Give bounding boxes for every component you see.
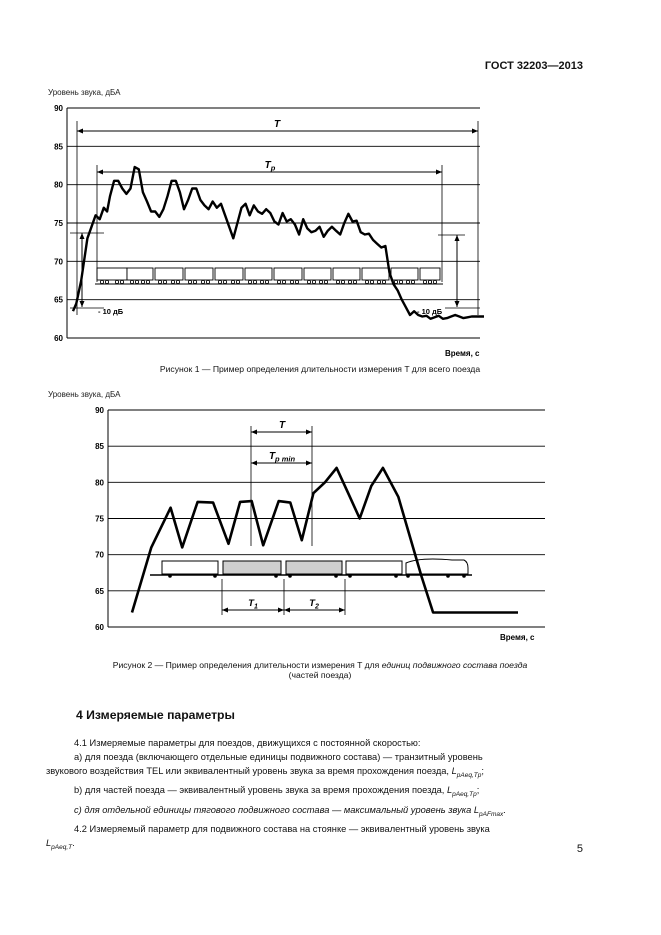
arrow-10db-right-head-top: [455, 235, 460, 241]
paragraph-b: b) для частей поезда — эквивалентный уровень звука за время прохождения поезда, $L_{pAeq,Tp}$;: [74, 785, 480, 799]
label-T1: $T_1$: [248, 598, 258, 611]
train1-wheel: [201, 280, 204, 283]
train1-wheel: [193, 280, 196, 283]
train1-wheel: [248, 280, 251, 283]
arrow-T1-head-right: [278, 608, 284, 613]
train2-wheel: [168, 574, 172, 578]
ytick-label-60: 60: [95, 623, 104, 632]
train1-wheel: [158, 280, 161, 283]
paragraph-a-line1: а) для поезда (включающего отдельные единицы подвижного состава) — транзитный уровень: [74, 752, 483, 763]
train2-wheel: [406, 574, 410, 578]
train2-wheel: [462, 574, 466, 578]
paragraph-4-2: 4.2 Измеряемый параметр для подвижного состава на стоянке — эквивалентный уровень звука: [74, 823, 490, 834]
arrow-T-head-left: [251, 430, 257, 435]
arrow-T2-head-left: [284, 608, 290, 613]
train1-wheel: [353, 280, 356, 283]
train1-wheel: [382, 280, 385, 283]
train1-wheel: [223, 280, 226, 283]
train1-car-1: [97, 268, 127, 280]
train1-wheel: [260, 280, 263, 283]
train1-wheel: [236, 280, 239, 283]
train1-wheel: [336, 280, 339, 283]
label-Tpmin: $T_{p min}$: [268, 451, 296, 464]
figure1-annotations: [70, 119, 480, 316]
ytick-label-85: 85: [95, 442, 104, 452]
arrow-10db-right-head-bottom: [455, 301, 460, 307]
figure2-yticks: [95, 406, 104, 632]
ytick-label-80: 80: [95, 478, 104, 488]
train1-wheel: [176, 280, 179, 283]
ytick-label-90: 90: [95, 406, 104, 415]
label-minus10db-left: - 10 дБ: [98, 307, 124, 316]
arrow-10db-left-head-top: [80, 233, 85, 239]
figure1-chart: [40, 100, 510, 362]
train1-wheel: [105, 280, 108, 283]
train1-wheel: [319, 280, 322, 283]
figure1-caption: Рисунок 1 — Пример определения длительности измерения T для всего поезда: [159, 364, 481, 374]
figure2-ylabel: Уровень звука, дБА: [48, 390, 121, 399]
figure1-ylabel: Уровень звука, дБА: [48, 88, 121, 97]
train2-wheel: [334, 574, 338, 578]
ytick-label-75: 75: [95, 514, 104, 524]
figure1-xlabel: Время, с: [445, 349, 480, 358]
train2-wheel: [274, 574, 278, 578]
train1-wheel: [231, 280, 234, 283]
train1-wheel: [290, 280, 293, 283]
train1-wheel: [341, 280, 344, 283]
train1-wheel: [253, 280, 256, 283]
arrow-T-head-left: [77, 129, 83, 134]
ytick-label-60: 60: [54, 334, 63, 343]
train1-wheel: [218, 280, 221, 283]
train1-car-12: [420, 268, 440, 280]
paragraph-a-line2: звукового воздействия TEL или эквивалентный уровень звука за время прохождения поезда, $L_{pAeq,Tp}$;: [46, 766, 484, 780]
train1-car-8: [304, 268, 331, 280]
train1-wheel: [406, 280, 409, 283]
arrow-Tp-head-left: [97, 170, 103, 175]
train1-wheel: [163, 280, 166, 283]
ytick-label-70: 70: [95, 550, 104, 560]
train1-wheel: [394, 280, 397, 283]
train1-wheel: [171, 280, 174, 283]
train1-wheel: [370, 280, 373, 283]
train1-wheel: [120, 280, 123, 283]
train2-wheel: [394, 574, 398, 578]
train2-car-3: [286, 561, 342, 574]
label-Tp: $T_p$: [264, 160, 276, 173]
train1-wheel: [365, 280, 368, 283]
train1-wheel: [295, 280, 298, 283]
ytick-label-70: 70: [54, 257, 63, 267]
train1-car-2: [127, 268, 153, 280]
train2-car-2: [223, 561, 281, 574]
section-title: 4 Измеряемые параметры: [76, 708, 235, 722]
label-T: T: [278, 420, 286, 431]
train1-wheel: [188, 280, 191, 283]
train1-wheel: [265, 280, 268, 283]
train1-wheel: [277, 280, 280, 283]
figure2-chart: [40, 402, 550, 647]
arrow-Tpmin-head-right: [306, 461, 312, 466]
train1-wheel: [348, 280, 351, 283]
train1-car-3: [155, 268, 183, 280]
train2-wheel: [288, 574, 292, 578]
figure2-xlabel: Время, с: [500, 633, 535, 642]
train2-wheel: [213, 574, 217, 578]
train1-wheel: [399, 280, 402, 283]
label-minus10db-right: - 10 дБ: [417, 307, 443, 316]
train1-wheel: [423, 280, 426, 283]
train2-wheel: [348, 574, 352, 578]
train1-wheel: [411, 280, 414, 283]
train1-car-6: [245, 268, 272, 280]
train2-car-1: [162, 561, 218, 574]
train1-wheel: [146, 280, 149, 283]
train2-car-4: [346, 561, 402, 574]
train1-car-10: [362, 268, 389, 280]
train1-wheel: [141, 280, 144, 283]
train1-wheel: [115, 280, 118, 283]
arrow-10db-left-head-bottom: [80, 301, 85, 307]
figure2-train-drawing: [150, 559, 472, 578]
figure2-caption-line2: (частей поезда): [288, 670, 352, 680]
arrow-T-head-right: [306, 430, 312, 435]
arrow-Tp-head-right: [436, 170, 442, 175]
figure1-series-line: [73, 167, 484, 319]
figure2-annotations: [222, 420, 345, 615]
figure2-caption-start: Рисунок 2 — Пример определения длительности измерения T для: [112, 660, 382, 670]
arrow-T2-head-right: [339, 608, 345, 613]
train1-wheel: [433, 280, 436, 283]
train1-wheel: [282, 280, 285, 283]
train2-locomotive: [406, 559, 468, 574]
train1-wheel: [377, 280, 380, 283]
figure2-caption: [60, 660, 580, 680]
paragraph-c: с) для отдельной единицы тягового подвижного состава — максимальный уровень звука $L_{pAFmax}$.: [74, 804, 506, 818]
ytick-label-85: 85: [54, 142, 63, 152]
paragraph-block: [46, 736, 582, 855]
train1-wheel: [312, 280, 315, 283]
arrow-T-head-right: [472, 129, 478, 134]
ytick-label-90: 90: [54, 104, 63, 113]
paragraph-4-1: 4.1 Измеряемые параметры для поездов, движущихся с постоянной скоростью:: [74, 738, 421, 748]
figure1-yticks: [54, 104, 63, 343]
train1-wheel: [100, 280, 103, 283]
train2-wheel: [446, 574, 450, 578]
label-T2: $T_2$: [309, 598, 319, 611]
arrow-Tpmin-head-left: [251, 461, 257, 466]
train1-wheel: [324, 280, 327, 283]
train1-wheel: [135, 280, 138, 283]
paragraph-4-2-symbol: $L_{pAeq,T}$.: [46, 837, 75, 851]
train1-car-11: [391, 268, 418, 280]
train1-car-5: [215, 268, 243, 280]
ytick-label-80: 80: [54, 180, 63, 190]
train1-car-7: [274, 268, 302, 280]
ytick-label-65: 65: [54, 295, 63, 305]
train1-wheel: [307, 280, 310, 283]
train1-wheel: [206, 280, 209, 283]
label-T: T: [273, 119, 281, 130]
document-header: ГОСТ 32203—2013: [484, 60, 583, 72]
train1-wheel: [428, 280, 431, 283]
train1-wheel: [130, 280, 133, 283]
page-number: 5: [576, 843, 583, 855]
figure2-caption-italic: единиц подвижного состава поезда: [381, 660, 528, 670]
arrow-T1-head-left: [222, 608, 228, 613]
train1-car-9: [333, 268, 360, 280]
train1-car-4: [185, 268, 213, 280]
ytick-label-65: 65: [95, 586, 104, 596]
figure1-grid: [67, 108, 480, 338]
ytick-label-75: 75: [54, 219, 63, 228]
